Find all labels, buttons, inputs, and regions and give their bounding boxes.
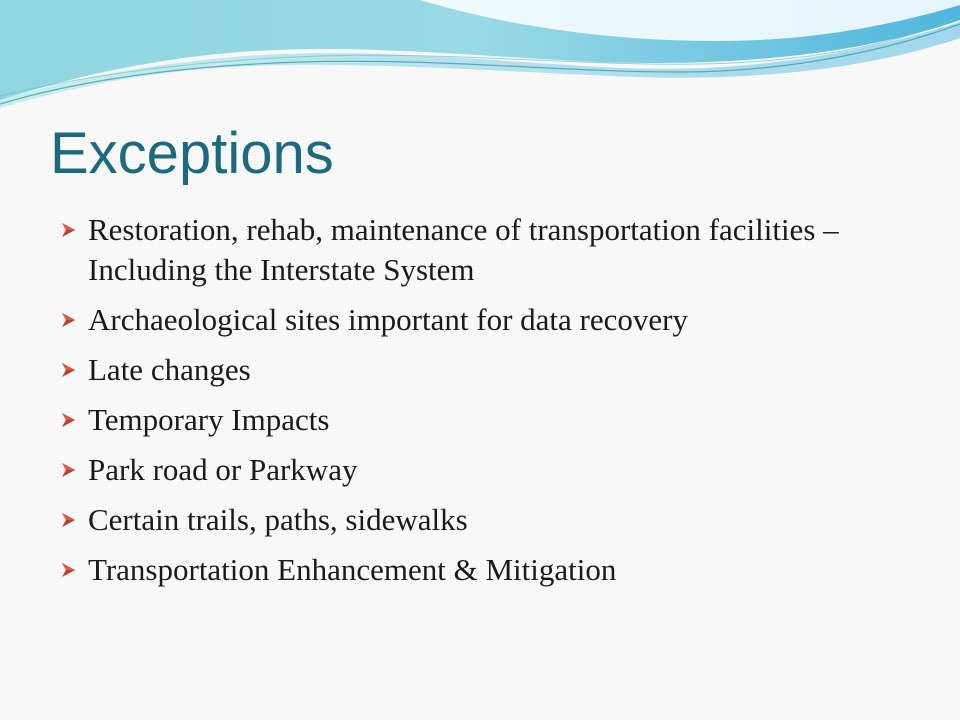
arrow-bullet-icon	[60, 512, 76, 528]
arrow-bullet-icon	[60, 562, 76, 578]
arrow-bullet-icon	[60, 412, 76, 428]
bullet-item	[58, 400, 918, 440]
slide-title: Exceptions	[50, 121, 334, 186]
bullet-item	[58, 550, 918, 590]
bullet-list	[58, 210, 918, 600]
header-wave-decoration	[0, 0, 960, 130]
bullet-text: Park road or Parkway	[88, 452, 358, 487]
bullet-text: Transportation Enhancement & Mitigation	[88, 552, 617, 587]
bullet-text: Restoration, rehab, maintenance of transportation facilities – Including the Interstate System	[88, 212, 839, 287]
bullet-item	[58, 500, 918, 540]
bullet-item	[58, 450, 918, 490]
bullet-item	[58, 350, 918, 390]
bullet-text: Late changes	[88, 352, 251, 387]
bullet-text: Archaeological sites important for data recovery	[88, 302, 688, 337]
bullet-item	[58, 300, 918, 340]
bullet-text: Certain trails, paths, sidewalks	[88, 502, 468, 537]
arrow-bullet-icon	[60, 462, 76, 478]
bullet-text: Temporary Impacts	[88, 402, 330, 437]
arrow-bullet-icon	[60, 362, 76, 378]
arrow-bullet-icon	[60, 222, 76, 238]
bullet-item	[58, 210, 918, 290]
arrow-bullet-icon	[60, 312, 76, 328]
